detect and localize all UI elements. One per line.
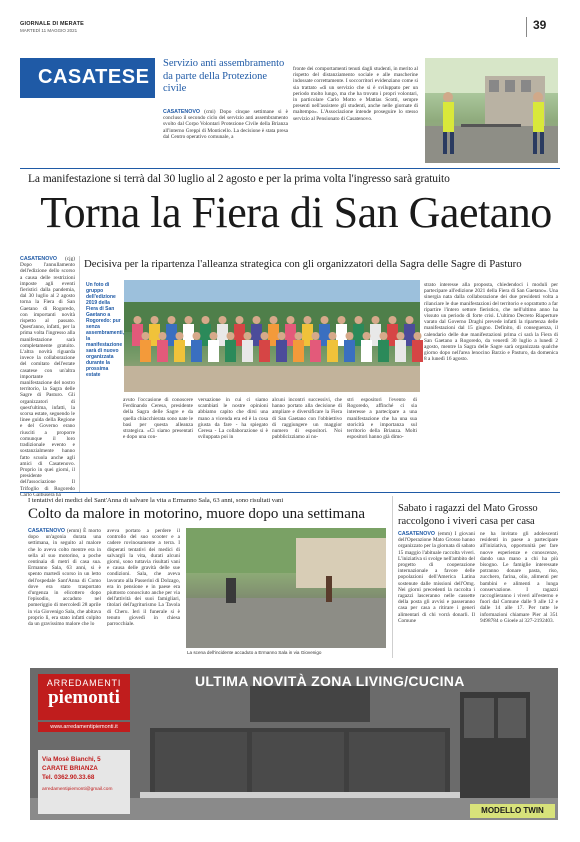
photo-caption: Un foto di gruppo dell'edizione 2019 della Fiera di San Gaetano a Rogoredo: pur senza assembramenti, la manifestazione sarà di nuovo organizzata durante la prossima estate (86, 282, 125, 378)
incidente-photo (186, 528, 386, 648)
crowd-person (208, 340, 219, 362)
ad-brand: piemonti (48, 687, 120, 708)
crowd-person-head (278, 332, 286, 340)
top-article-title: Servizio anti assembramento da parte della Protezione civile (163, 58, 285, 94)
crowd-person-head (295, 332, 303, 340)
ad-phone[interactable]: Tel. 0362.90.33.68 (42, 774, 95, 781)
mato-grosso-col2: ne ha invitato gli adolescenti residenti in paese a partecipare all'iniziativa, opportunità per fare nuove esperienze e conoscenze, dando una mano a chi ha più bisogno. Le famiglie interessate potranno donare pasta, riso, zucchero, farina, olio, alimenti per bambini e alimenti a lunga conservazione. I ragazzi raccoglieranno i viveri all'esterno e fuori dal Comune dalle 9 alle 12 e dalle 14 alle 17. Per tutte le informazioni chiamare Pier al 351 9498784 o Gioele al 327-2192403. (480, 531, 558, 624)
crowd-person-head (219, 316, 227, 324)
top-article-col1: CASATENOVO (cmi) Dopo cinque settimane si è concluso il secondo ciclo del servizio anti assembramento svolto dal Corpo Volontari Protezione Civile della Brianza all'interno Greppi di Monticello. La decisione è stata presa dal Centro operativo comunale, a (163, 109, 288, 140)
main-col-e: stri espositori l'evento di Rogoredo, affinché ci sia interesse a partecipare a una manifestazione che ha una sua storicità e importanza sul territorio della Brianza. Molti espositori hanno già dimo- (347, 397, 417, 441)
main-lead-column: CASATENOVO (cjg) Dopo l'annullamento dell'edizione dello scorso a causa delle restrizioni imposte agli eventi fieristici dalla pandemia, dal 30 luglio al 2 agosto torna la Fiera di San Gaetano di Rogoredo, con importanti novità rispetto al passato. Quest'anno, infatti, per la prima volta l'ingresso alla manifestazione sarà completamente gratuito. L'altra novità riguarda invece la collaborazione del comitato dell'estate casatese con un'altra importante manifestazione del nostro territorio, la Sagra delle Sagre di Pasturo. Gli organizzatori di quest'ultima, infatti, la scorsa estate, seguendo le linee guida della Regione e del Governo erano riusciti a proporre comunque il loro tradizionale evento e sostanzialmente hanno fatto scuola anche agli amici di Casatenovo. Proprio in quei giorni, il presidente dell'associazione Il Trifoglio di Rogoredo Carlo Galbusera ha (20, 256, 75, 498)
newspaper-name: GIORNALE DI MERATE (20, 21, 84, 27)
malore-kicker: I tentativi dei medici del Sant'Anna di salvare la vita a Ermanno Sala, 63 anni, sono risultati vani (28, 497, 284, 504)
main-col-d: alcuni incontri successivi, che hanno portato alla decisione di ampliare e diversificare la Fiera di San Gaetano con l'obbiettivo di raggiungere un maggior numero di espositori. Noi pubblicizziamo ai no- (272, 397, 342, 441)
ad-email[interactable]: arredamentipiemonti@gmail.com (42, 787, 113, 792)
crowd-person-head (287, 316, 295, 324)
crowd-person (191, 340, 202, 362)
main-subtitle-text: Decisiva per la ripartenza l'alleanza strategica con gli organizzatori della Sagra delle Sagre di Pasturo (84, 258, 560, 271)
main-col-c: versazione in cui ci siamo scambiati le nostre opinioni abbiamo capito che dirsi una mano a vicenda era ed è la cosa giusta da fare - ha spiegato Ceresa - La collaborazione si è sviluppata poi in (198, 397, 268, 441)
crowd-person-head (244, 332, 252, 340)
main-col-f: strato interesse alla proposta, chiedendoci i moduli per partecipare all'edizione 2021 della Fiera di San Gaetano». Una sinergia nata dalla collaborazione dei due presidenti volta a rilanciare le due manifestazioni del territorio e soprattutto a far ripartire l'intero settore fieristico, che nell'ultimo anno ha vissuto un periodo di forte crisi. L'ultimo Decreto Riaperture varato dal Governo Draghi prevede infatti la ripartenza delle manifestazioni dal 15 giugno. Definito, di conseguenza, il calendario delle due manifestazioni prima ci sarà la Fiera di San Gaetano a Rogoredo, da venerdì 30 luglio a lunedì 2 agosto, mentre la Sagra delle Sagre sarà organizzata qualche giorno dopo nell'area lenocino Barzio e Pasturo, da domenica 8 a lunedì 16 agosto. (424, 282, 558, 363)
ad-brand-top: ARREDAMENTI (46, 678, 122, 688)
malore-col1: CASATENOVO (emm) È morto dopo un'agonia durata una settimana, in seguito al malore che lo aveva colto mentre era in sella al suo motorino, a poche centinaia di metri di casa sua. Ermanno Sala, 63 anni, si è spento martedì scorso in un letto dell'ospedale Sant'Anna di Como dove era stato trasportato d'urgenza in elicottero dopo l'episodio, accaduto nel pomeriggio di mercoledì 28 aprile in via Giovenigo Sala, che abitava proprio lì, era stato infatti colpito da un gravissimo malore che lo (28, 528, 101, 628)
crowd-person-head (193, 332, 201, 340)
crowd-person (293, 340, 304, 362)
crowd-person-head (312, 332, 320, 340)
crowd-person-head (168, 316, 176, 324)
ad-address-street: Via Mosè Bianchi, 5 (42, 756, 101, 763)
crowd-person-head (261, 332, 269, 340)
group-photo-illustration (124, 280, 420, 392)
malore-title: Colto da malore in motorino, muore dopo una settimana (28, 506, 366, 522)
crowd-person-head (176, 332, 184, 340)
crowd-person-head (406, 316, 414, 324)
crowd-person (174, 340, 185, 362)
crowd-person (276, 340, 287, 362)
ad-website[interactable]: www.arredamentipiemonti.it (38, 722, 130, 732)
fiera-group-photo (124, 280, 420, 392)
crowd-person-head (159, 332, 167, 340)
ad-headline: ULTIMA NOVITÀ ZONA LIVING/CUCINA (195, 673, 465, 689)
crowd-person-head (236, 316, 244, 324)
crowd-person-head (253, 316, 261, 324)
crowd-person-head (151, 316, 159, 324)
bottom-column-divider (392, 496, 393, 658)
lead-column-divider (79, 256, 80, 492)
mato-grosso-col1: CASATENOVO (emm) I giovani dell'Operazione Mato Grosso hanno organizzato per la giornata di sabato 15 maggio l'abituale raccolta viveri. L'iniziativa si svolge nell'ambito del progetto di cooperazione internazionale a favore delle popolazioni dell'America Latina sostenute dalle missioni dell'Omg. Nei giorni precedenti la raccolta i ragazzi lasceranno nelle cassette della posta gli avvisi e passeranno casa per casa a ritirare i generi alimentari di chi vorrà donarli. Il Comune (398, 531, 476, 624)
crowd-person-head (338, 316, 346, 324)
section-label: CASATESE (38, 66, 150, 88)
crowd-person-head (414, 332, 422, 340)
crowd-person-head (321, 316, 329, 324)
top-divider (20, 168, 560, 169)
crowd-person (327, 340, 338, 362)
crowd-person-head (227, 332, 235, 340)
crowd-person-head (304, 316, 312, 324)
main-kicker: La manifestazione si terrà dal 30 luglio al 2 agosto e per la prima volta l'ingresso sarà gratuito (28, 173, 450, 185)
crowd-person (378, 340, 389, 362)
ad-address-city: CARATE BRIANZA (42, 765, 98, 772)
ad-model-label: MODELLO TWIN (470, 804, 555, 818)
crowd-person (140, 340, 151, 362)
crowd-person (395, 340, 406, 362)
top-article-col2: fronte dei comportamenti tenuti dagli studenti, in merito al rispetto del distanziamento sociale e alle mascherine indossate correttamente. I soccorritori evidenziano come si sia trattato «di un servizio che si è sviluppato per un periodo molto lungo, ma che ha trovato i propri volontari, in particolare Carlo Motto e Mattias Scotti, sempre presenti nell'assistere gli studenti, anche nelle giornate di maltempo». L'Associazione intende proseguire lo stesso servizio al Pensionato di Casatenovo. (293, 66, 418, 122)
crowd-person-head (210, 332, 218, 340)
main-title: Torna la Fiera di San Gaetano (40, 188, 552, 237)
crowd-person-head (270, 316, 278, 324)
crowd-person-head (372, 316, 380, 324)
crowd-person-head (142, 332, 150, 340)
issue-date: MARTEDÌ 11 MAGGIO 2021 (20, 28, 78, 33)
incidente-caption: La scena dell'incidente accaduto a Ermanno Sala in via Giovenigo (187, 650, 322, 655)
ad-address-box (38, 750, 130, 814)
crowd-person (344, 340, 355, 362)
crowd-person (310, 340, 321, 362)
crowd-person-head (329, 332, 337, 340)
incidente-illustration (186, 528, 386, 648)
header-divider (526, 17, 527, 37)
middle-divider (20, 492, 560, 493)
crowd-person-head (380, 332, 388, 340)
crowd-person (259, 340, 270, 362)
crowd-person-head (202, 316, 210, 324)
crowd-person-head (363, 332, 371, 340)
crowd-person-head (185, 316, 193, 324)
crowd-person (157, 340, 168, 362)
crowd-person-head (397, 332, 405, 340)
main-col-b: avuto l'occasione di conoscere Ferdinando Ceresa, presidente della Sagra delle Sagre e da quella chiacchierata sono nate le basi per questa alleanza strategica. «Ci siamo presentati e dopo una con- (123, 397, 193, 441)
protezione-civile-photo (425, 58, 558, 163)
crowd-person (361, 340, 372, 362)
mato-grosso-title: Sabato i ragazzi del Mato Grosso raccolgono i viveri casa per casa (398, 503, 538, 527)
crowd-person-head (134, 316, 142, 324)
section-badge (20, 58, 155, 98)
advertisement[interactable] (30, 668, 558, 820)
malore-col2: aveva portato a perdere il controllo del suo scooter e a cadere rovinosamente a terra. I disperati tentativi dei medici di salvargli la vita, durati alcuni giorni, sono tuttavia risultati vani e causa delle gravità delle sue condizioni. Sala, che aveva lavorato alla Passerini di Dolzago, era in pensione e in paese era piuttosto conosciuto anche per via dell'attività dei suoi famigliari, titolari dell'agriturismo La Tavola di Cheru. Ieri il funerale si è tenuto giovedì in chiesa parrocchiale. (107, 528, 180, 628)
crowd-person (225, 340, 236, 362)
photo-illustration (425, 58, 558, 163)
crowd-person-head (346, 332, 354, 340)
crowd-person-head (389, 316, 397, 324)
page-number: 39 (533, 18, 547, 32)
crowd-person-head (355, 316, 363, 324)
crowd-person (412, 340, 423, 362)
ad-logo[interactable] (38, 674, 130, 720)
crowd-person (242, 340, 253, 362)
